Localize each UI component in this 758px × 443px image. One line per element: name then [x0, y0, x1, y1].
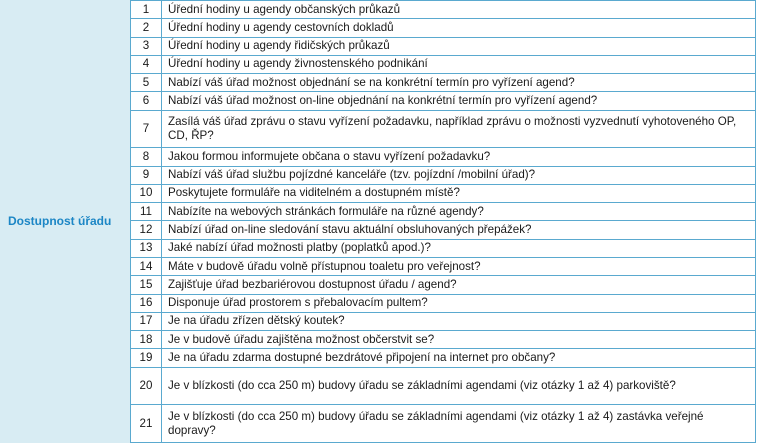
- table-row: [131, 331, 756, 349]
- question-number: 12: [131, 221, 162, 239]
- table-row: [131, 221, 756, 239]
- question-number: 8: [131, 148, 162, 166]
- question-number: 9: [131, 166, 162, 184]
- question-number: 10: [131, 184, 162, 202]
- table-row: [131, 257, 756, 275]
- question-text: Je v blízkosti (do cca 250 m) budovy úřadu se základními agendami (viz otázky 1 až 4) zastávka veřejné dopravy?: [162, 405, 756, 443]
- question-number: 19: [131, 349, 162, 367]
- question-text: Zasílá váš úřad zprávu o stavu vyřízení požadavku, například zprávu o možnosti vyzvednutí vyhotoveného OP, CD, ŘP?: [162, 110, 756, 148]
- question-text: Jaké nabízí úřad možnosti platby (poplatků apod.)?: [162, 239, 756, 257]
- table-row: [131, 92, 756, 110]
- question-text: Jakou formou informujete občana o stavu vyřízení požadavku?: [162, 148, 756, 166]
- question-text: Nabízí úřad on-line sledování stavu aktuální obsluhovaných přepážek?: [162, 221, 756, 239]
- table-row: [131, 294, 756, 312]
- table-row: [131, 349, 756, 367]
- question-number: 1: [131, 1, 162, 19]
- table-row: [131, 405, 756, 443]
- question-text: Máte v budově úřadu volně přístupnou toaletu pro veřejnost?: [162, 257, 756, 275]
- question-text: Nabízíte na webových stránkách formuláře na různé agendy?: [162, 203, 756, 221]
- question-text: Je na úřadu zřízen dětský koutek?: [162, 312, 756, 330]
- question-text: Disponuje úřad prostorem s přebalovacím pultem?: [162, 294, 756, 312]
- question-number: 7: [131, 110, 162, 148]
- question-number: 13: [131, 239, 162, 257]
- table-row: [131, 74, 756, 92]
- question-number: 2: [131, 19, 162, 37]
- question-number: 3: [131, 37, 162, 55]
- table-row: [131, 166, 756, 184]
- questions-table-body: [131, 1, 756, 443]
- question-number: 16: [131, 294, 162, 312]
- table-row: [131, 203, 756, 221]
- question-text: Úřední hodiny u agendy živnostenského podnikání: [162, 55, 756, 73]
- category-label: Dostupnost úřadu: [8, 214, 112, 228]
- table-row: [131, 55, 756, 73]
- table-row: [131, 148, 756, 166]
- table-row: [131, 1, 756, 19]
- table-row: [131, 367, 756, 405]
- question-number: 6: [131, 92, 162, 110]
- question-text: Je na úřadu zdarma dostupné bezdrátové připojení na internet pro občany?: [162, 349, 756, 367]
- table-row: [131, 37, 756, 55]
- question-number: 5: [131, 74, 162, 92]
- table-row: [131, 312, 756, 330]
- question-number: 14: [131, 257, 162, 275]
- question-text: Úřední hodiny u agendy cestovních dokladů: [162, 19, 756, 37]
- question-number: 11: [131, 203, 162, 221]
- question-text: Úřední hodiny u agendy občanských průkazů: [162, 1, 756, 19]
- question-text: Úřední hodiny u agendy řidičských průkazů: [162, 37, 756, 55]
- question-number: 20: [131, 367, 162, 405]
- table-row: [131, 239, 756, 257]
- question-number: 4: [131, 55, 162, 73]
- table-row: [131, 19, 756, 37]
- question-text: Nabízí váš úřad službu pojízdné kanceláře (tzv. pojízdní /mobilní úřad)?: [162, 166, 756, 184]
- table-row: [131, 110, 756, 148]
- question-number: 15: [131, 276, 162, 294]
- table-row: [131, 184, 756, 202]
- question-text: Je v budově úřadu zajištěna možnost občerstvit se?: [162, 331, 756, 349]
- table-row: [131, 276, 756, 294]
- question-text: Poskytujete formuláře na viditelném a dostupném místě?: [162, 184, 756, 202]
- question-number: 17: [131, 312, 162, 330]
- question-number: 21: [131, 405, 162, 443]
- questions-table: [130, 0, 756, 443]
- question-text: Nabízí váš úřad možnost on-line objednání na konkrétní termín pro vyřízení agend?: [162, 92, 756, 110]
- category-cell: [0, 0, 130, 443]
- question-number: 18: [131, 331, 162, 349]
- question-text: Je v blízkosti (do cca 250 m) budovy úřadu se základními agendami (viz otázky 1 až 4) parkoviště?: [162, 367, 756, 405]
- question-text: Zajišťuje úřad bezbariérovou dostupnost úřadu / agend?: [162, 276, 756, 294]
- question-text: Nabízí váš úřad možnost objednání se na konkrétní termín pro vyřízení agend?: [162, 74, 756, 92]
